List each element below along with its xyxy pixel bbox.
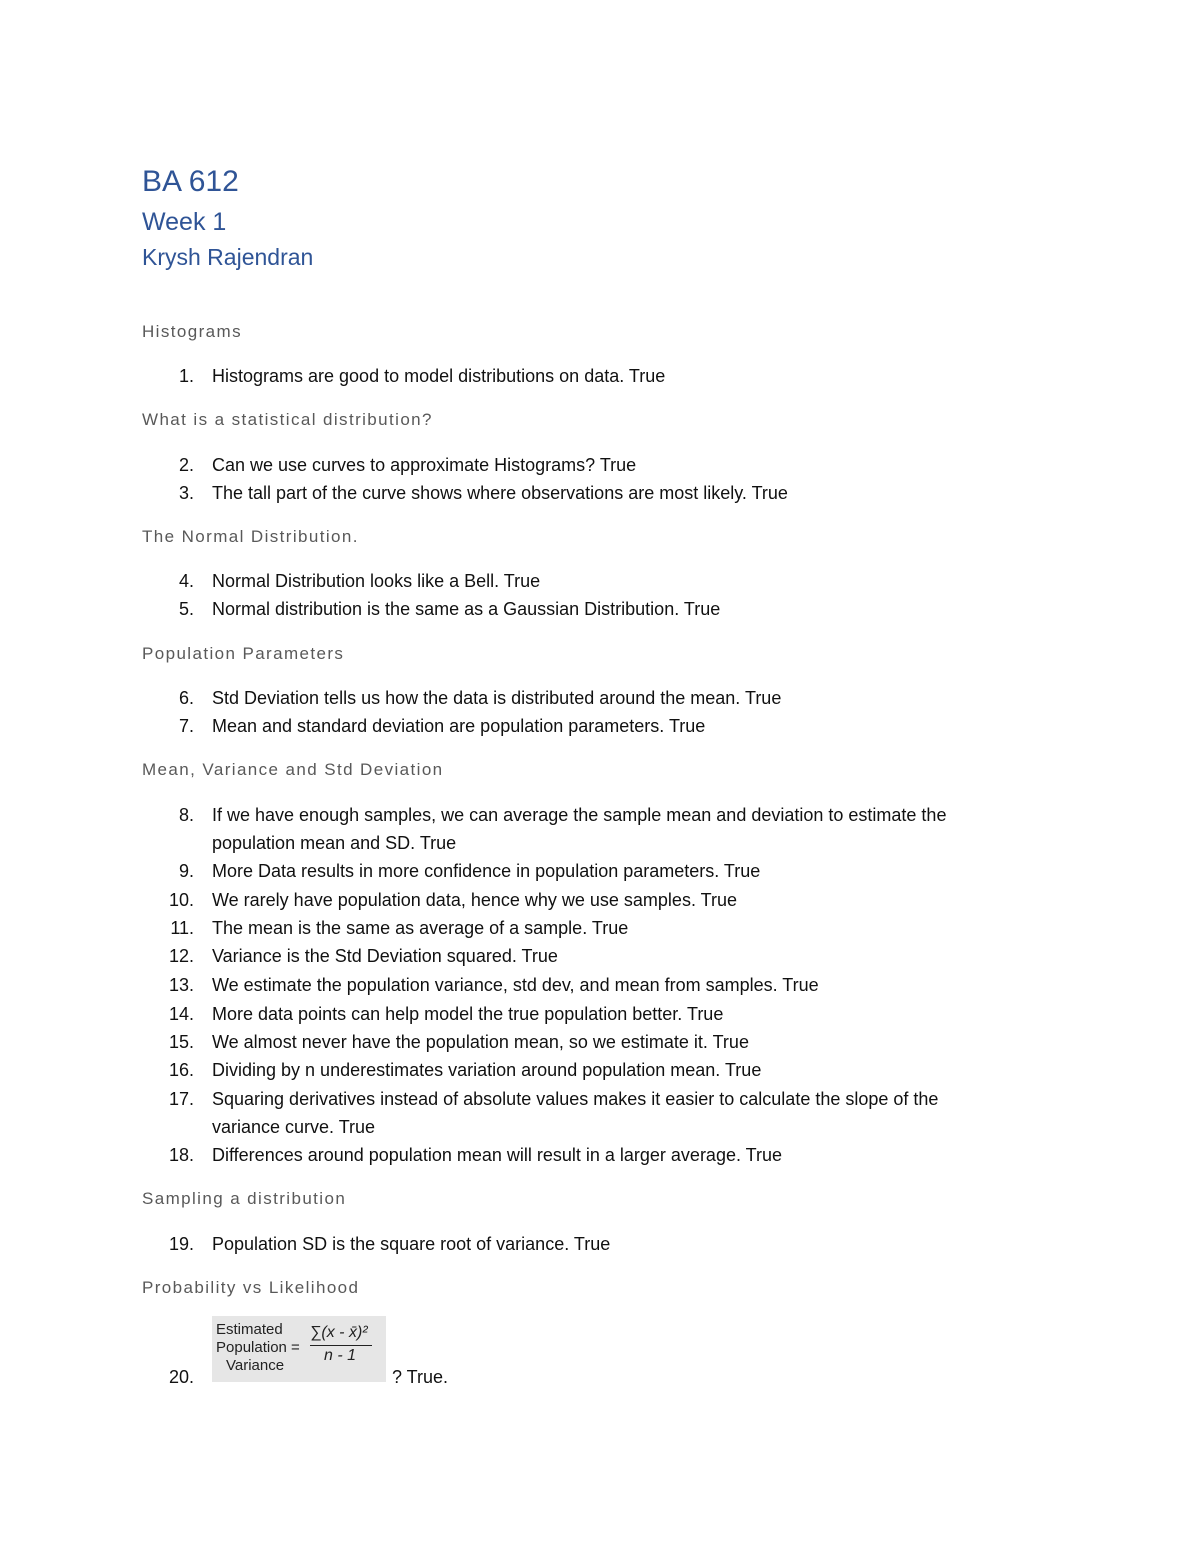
formula-label-line1: Estimated [216, 1321, 283, 1338]
list-item-number: 15. [168, 1032, 194, 1052]
author-name: Krysh Rajendran [142, 244, 314, 270]
document-title: BA 612 [142, 165, 239, 198]
list-item-number: 12. [168, 946, 194, 966]
list-item-number: 18. [168, 1145, 194, 1165]
section-heading-mean-variance: Mean, Variance and Std Deviation [142, 760, 444, 779]
formula-label [216, 1321, 300, 1375]
list-item-text: More data points can help model the true population better. True [212, 1004, 724, 1024]
list-item-number: 17. [168, 1089, 194, 1109]
section-heading-probability: Probability vs Likelihood [142, 1278, 360, 1297]
formula-label-line2: Population = [216, 1339, 300, 1356]
list-item-text: Population SD is the square root of variance. True [212, 1234, 611, 1254]
list-item-text: Mean and standard deviation are population parameters. True [212, 716, 706, 736]
list-item-number: 14. [168, 1004, 194, 1024]
list-item-text: The mean is the same as average of a sample. True [212, 918, 629, 938]
formula-label-line3: Variance [226, 1357, 285, 1374]
variance-formula-image [212, 1316, 386, 1382]
section-heading-histograms: Histograms [142, 322, 242, 341]
list-item-text: More Data results in more confidence in population parameters. True [212, 861, 761, 881]
list-item-text: ? True. [392, 1367, 449, 1387]
formula-numerator: ∑(x - x̄)² [310, 1324, 368, 1341]
section-heading-population-parameters: Population Parameters [142, 644, 345, 663]
list-item-text: The tall part of the curve shows where observations are most likely. True [212, 483, 788, 503]
list-item-number: 3. [178, 483, 194, 503]
list-item-text: Histograms are good to model distributions on data. True [212, 366, 666, 386]
list-item-text-continued: population mean and SD. True [212, 833, 457, 853]
formula-denominator: n - 1 [324, 1347, 357, 1364]
list-item-text: Normal distribution is the same as a Gaussian Distribution. True [212, 599, 721, 619]
list-item-text: Variance is the Std Deviation squared. True [212, 946, 558, 966]
section-heading-statistical-distribution: What is a statistical distribution? [142, 410, 433, 429]
list-item-number: 1. [178, 366, 194, 386]
list-item-number: 9. [178, 861, 194, 881]
list-item-text: Differences around population mean will result in a larger average. True [212, 1145, 782, 1165]
list-item-text-continued: variance curve. True [212, 1117, 376, 1137]
list-item-number: 16. [168, 1060, 194, 1080]
list-item-number: 6. [178, 688, 194, 708]
list-item-text: We estimate the population variance, std dev, and mean from samples. True [212, 975, 819, 995]
list-item-text: Squaring derivatives instead of absolute values makes it easier to calculate the slope of the [212, 1089, 939, 1109]
week-subtitle: Week 1 [142, 208, 227, 236]
section-heading-normal-distribution: The Normal Distribution. [142, 527, 359, 546]
list-item-number: 8. [178, 805, 194, 825]
list-item-text: Normal Distribution looks like a Bell. True [212, 571, 541, 591]
list-item-text: Can we use curves to approximate Histograms? True [212, 455, 637, 475]
formula-fraction-bar [310, 1345, 372, 1346]
section-heading-sampling: Sampling a distribution [142, 1189, 347, 1208]
list-item-number: 13. [168, 975, 194, 995]
list-item-number: 4. [178, 571, 194, 591]
list-item-number: 2. [178, 455, 194, 475]
list-item-number: 7. [178, 716, 194, 736]
list-item-number: 20. [168, 1367, 194, 1387]
list-item-text: Std Deviation tells us how the data is distributed around the mean. True [212, 688, 782, 708]
list-item-text: If we have enough samples, we can average the sample mean and deviation to estimate the [212, 805, 947, 825]
list-item-text: We rarely have population data, hence why we use samples. True [212, 890, 737, 910]
list-item-text: Dividing by n underestimates variation around population mean. True [212, 1060, 762, 1080]
list-item-text: We almost never have the population mean, so we estimate it. True [212, 1032, 749, 1052]
list-item-number: 11. [170, 918, 194, 938]
list-item-number: 5. [178, 599, 194, 619]
list-item-number: 19. [168, 1234, 194, 1254]
list-item-number: 10. [168, 890, 194, 910]
